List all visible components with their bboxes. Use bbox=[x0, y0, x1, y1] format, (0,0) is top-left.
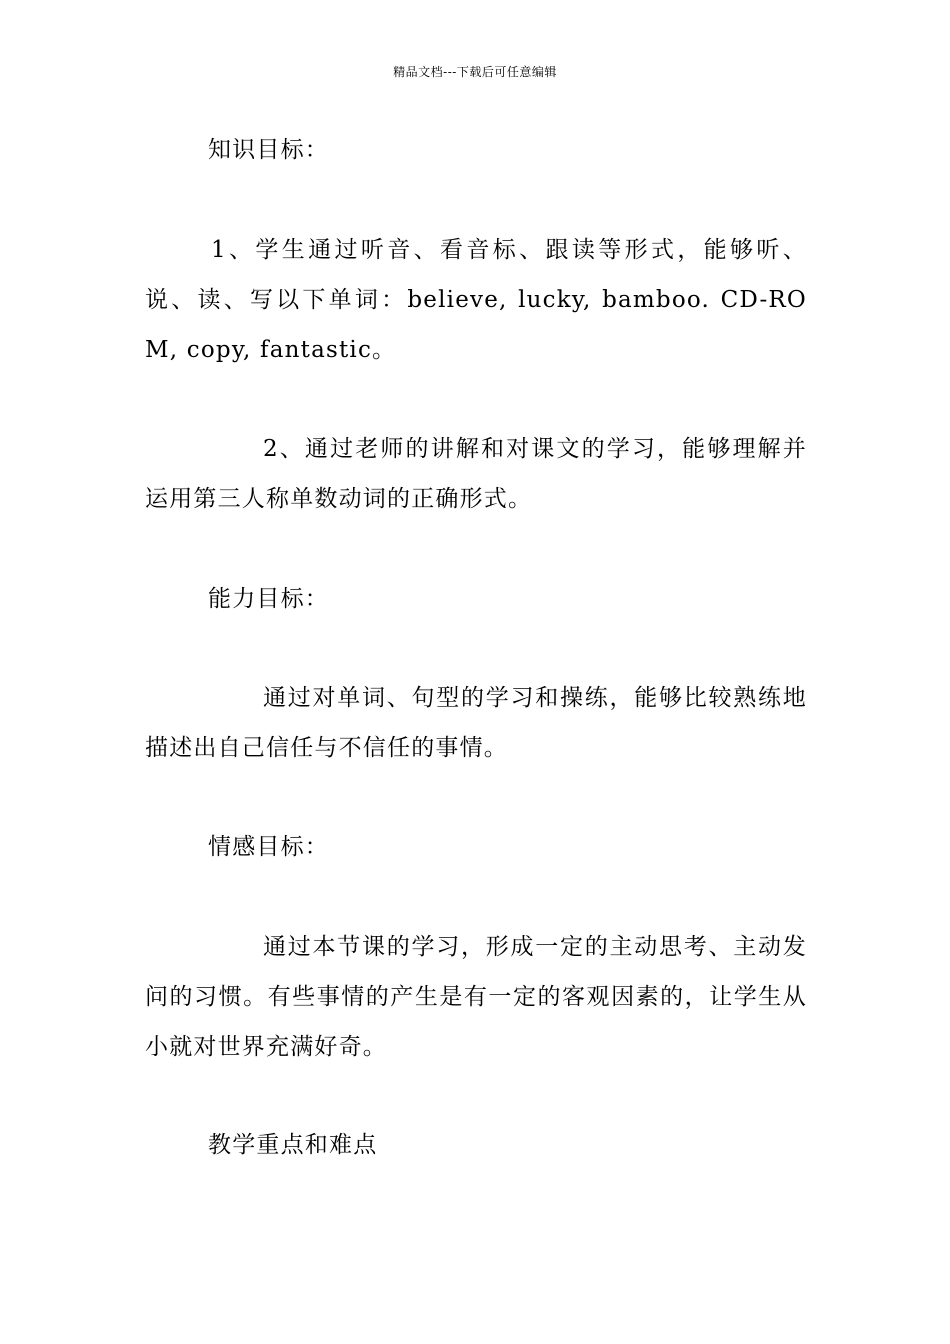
page-header: 精品文档---下载后可任意编辑 bbox=[393, 65, 557, 79]
key-points-heading: 教学重点和难点 bbox=[208, 1132, 378, 1158]
emotion-objectives-heading: 情感目标： bbox=[208, 834, 329, 860]
emotion-objective-text: 通过本节课的学习，形成一定的主动思考、主动发问的习惯。有些事情的产生是有一定的客观因素的，让学生从小就对世界充满好奇。 bbox=[145, 934, 807, 1060]
ability-objectives-heading: 能力目标： bbox=[208, 586, 329, 612]
knowledge-objective-2: 2、通过老师的讲解和对课文的学习，能够理解并运用第三人称单数动词的正确形式。 bbox=[145, 436, 807, 512]
knowledge-objectives-heading: 知识目标： bbox=[208, 137, 329, 163]
knowledge-objective-1: 1、学生通过听音、看音标、跟读等形式，能够听、说、读、写以下单词：believe, lucky, bamboo. CD-ROM, copy, fantastic。 bbox=[145, 237, 807, 363]
ability-objective-text: 通过对单词、句型的学习和操练，能够比较熟练地描述出自己信任与不信任的事情。 bbox=[145, 685, 807, 761]
